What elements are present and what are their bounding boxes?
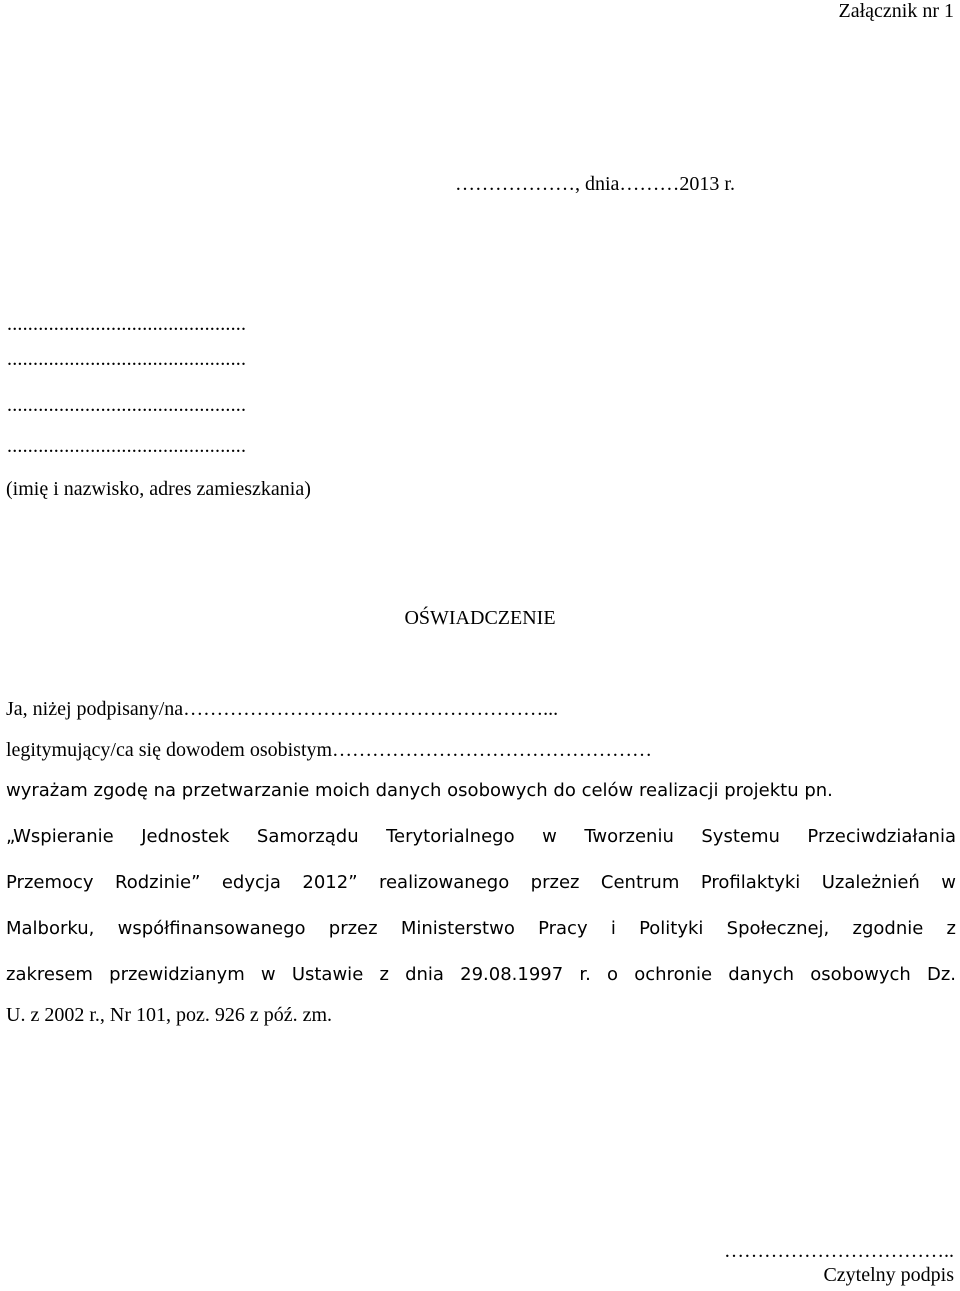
personal-data-caption: (imię i nazwisko, adres zamieszkania)	[6, 478, 311, 500]
dotted-line-address-3: ..............................................	[7, 435, 247, 457]
paragraph-line-2-wrap	[6, 872, 956, 893]
dotted-line-address-1: ..............................................	[7, 348, 247, 370]
dotted-line-address-2: ..............................................	[7, 394, 247, 416]
signed-name-line: Ja, niżej podpisany/na………………………………………………...	[6, 698, 559, 720]
paragraph-line-2: Przemocy Rodzinie” edycja 2012” realizowanego przez Centrum Profilaktyki Uzależnień w	[6, 872, 956, 893]
paragraph-line-3-wrap	[6, 918, 956, 939]
signature-label: Czytelny podpis	[823, 1264, 954, 1286]
date-line: ………………, dnia………2013 r.	[455, 173, 735, 195]
paragraph-line-5-wrap	[6, 1004, 332, 1027]
dotted-line-name: ..............................................	[7, 313, 247, 335]
annex-label: Załącznik nr 1	[838, 0, 954, 22]
paragraph-line-3: Malborku, współfinansowanego przez Ministerstwo Pracy i Polityki Społecznej, zgodnie z	[6, 918, 956, 939]
consent-line: wyrażam zgodę na przetwarzanie moich danych osobowych do celów realizacji projektu pn.	[6, 780, 833, 801]
signature-dotted-line: ……………………………..	[724, 1240, 954, 1262]
id-document-line: legitymujący/ca się dowodem osobistym…………………………………………	[6, 739, 653, 761]
paragraph-line-5: U. z 2002 r., Nr 101, poz. 926 z póź. zm.	[6, 1004, 333, 1026]
paragraph-line-4: zakresem przewidzianym w Ustawie z dnia 29.08.1997 r. o ochronie danych osobowych Dz.	[6, 964, 956, 985]
document-title: OŚWIADCZENIE	[404, 607, 556, 629]
paragraph-line-4-wrap	[6, 964, 956, 985]
project-name-line	[6, 826, 956, 847]
paragraph-line-1: „Wspieranie Jednostek Samorządu Terytorialnego w Tworzeniu Systemu Przeciwdziałania	[6, 826, 956, 847]
